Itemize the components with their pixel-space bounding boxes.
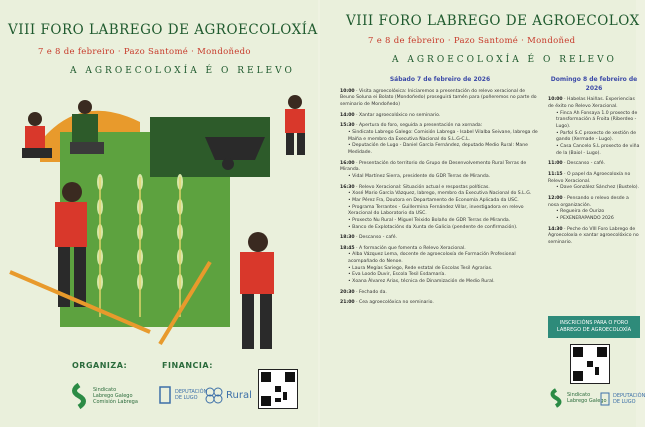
rural-icon: [205, 387, 223, 403]
event-text: A formación que fomenta o Relevo Xeracional.: [359, 245, 466, 251]
program-event: 16:30 · Relevo Xeracional: Situación actual e respostas políticas. • Xosé Mario García Vázquez, labrego, membro da Executiva Nacional do S.L.G. • Mar Pérez Fra, Doutora en Departamento de Economía Aplicada da USC. • Programa Terrantes - Guillermina Fernández Villar, investigadora en relevo Xeracional do Laboratorio da USC. • Proxecto Nu Rural - Miguel Teixido Bolaño de GDR Terras de Miranda. • Banco de Explotacións da Xunta de Galicia (pendente de confirmación).: [340, 185, 540, 232]
saturday-events: [340, 89, 540, 307]
event-time: 18:30: [340, 235, 355, 241]
program-event: 15:30 · Apertura do foro, seguida a presentación na xornada: • Sindicato Labrego Galego: Comisión Labrega - Isabel Vilalba Seivane, labrega de Maíña e membro da Executiva Nacional do S.L.G-C.L. • Deputación de Lugo - Daniel García Fernández, deputado Medio Rural: Mane Medidade.: [340, 123, 540, 156]
event-speaker: • Mar Pérez Fra, Doutora en Departamento de Economía Aplicada da USC.: [348, 198, 540, 205]
event-text: Relevo Xeracional: Situación actual e respostas políticas.: [359, 184, 490, 190]
program-event: 14:30 · Peche do VIII Foro Labrego de Agroecoloxía e xantar agroecolóxico no seminario.: [548, 226, 639, 245]
program-event: 10:00 · Visita agroecolóxica: Iniciaremos a presentación do relevo xeracional de Beuno Soluna ei Bolato (Mondoñedo) proseguirá tamén para (poñeremos no parte do seminario de Mondoñedo): [340, 88, 537, 107]
program-page: [320, 0, 645, 427]
inscription-box[interactable]: [548, 316, 640, 338]
program-deputacion-text: DEPUTACIÓN DE LUGO: [613, 393, 645, 405]
event-time: 18:45: [340, 245, 355, 251]
event-speaker: • Finca Ah Fonsaya 1.0 proxecto de transformación á Froita (Riberdeo - Lugo).: [556, 111, 640, 131]
event-speaker: • Deputación de Lugo - Daniel García Fernández, deputado Medio Rural: Mane Medidade.: [348, 143, 540, 156]
organiza-label: ORGANIZA:: [72, 361, 128, 370]
event-time: 15:30: [340, 123, 355, 129]
sunday-column: [548, 76, 640, 251]
event-time: 11:15: [548, 171, 563, 177]
event-time: 12:00: [548, 195, 563, 201]
event-text: Xantar agroecolóxico no seminario.: [359, 112, 441, 118]
event-speaker: • Programa Terrantes - Guillermina Fernández Villar, investigadora en relevo Xeracional do Laboratorio da USC.: [348, 205, 540, 218]
event-time: 14:00: [340, 112, 355, 118]
event-speaker: • Banco de Explotacións da Xunta de Galicia (pendente de confirmación).: [348, 225, 540, 232]
program-event: 11:15 · O papel da Agroecoloxía no Relevo Xeracional. • Dave González Sánchez (Bustelo).: [548, 172, 640, 192]
event-time: 20:30: [340, 289, 355, 295]
program-dates: 7 e 8 de febreiro · Pazo Santomé · Mondoñed: [368, 36, 576, 46]
poster-motto: A AGROECOLOXÍA É O RELEVO: [70, 66, 295, 76]
event-text: Descanso - café.: [359, 235, 398, 241]
event-text: Fechado da.: [359, 289, 387, 295]
poster-title: VIII FORO LABREGO DE AGROECOLOXÍA: [8, 22, 318, 38]
poster-footer: [0, 355, 318, 427]
event-speaker: • Xosé Mario García Vázquez, labrego, membro da Executiva Nacional do S.L.G.: [348, 191, 540, 198]
sindicato-line1: Sindicato: [93, 387, 117, 393]
event-text: Habelas Haiñas. Experiencias de éxito no Relevo Xeracional.: [548, 97, 635, 110]
event-time: 11:00: [548, 161, 563, 167]
program-title: VIII FORO LABREGO DE AGROECOLOX: [346, 13, 640, 29]
event-speaker: • Regueira de Ourizo: [556, 209, 640, 216]
event-text: Peche do VIII Foro Labrego de Agroecoloxía e xantar agroecolóxico no seminario.: [548, 226, 639, 245]
rural-logo: [205, 387, 252, 403]
sindicato-logo: [68, 383, 138, 409]
program-deputacion-logo: [600, 392, 645, 406]
event-time: 14:30: [548, 226, 563, 232]
farmer-right: [285, 95, 305, 155]
sindicato-line2: Labrego Galego: [93, 393, 133, 399]
financia-label: FINANCIA:: [162, 361, 213, 370]
farm-illustration: [0, 82, 318, 357]
program-event: 16:00 · Presentación do territorio do Grupo de Desenvolvemento Rural Terras de Miranda. • Vidal Martínez Sierra, presidente do GDR Terras de Miranda.: [340, 161, 540, 181]
program-event: 11:00 · Descanso - café.: [548, 161, 606, 167]
program-event: 20:30 · Fechado da.: [340, 289, 387, 295]
event-speaker: • PEXENERAPANDO 2026: [556, 216, 640, 223]
inscription-line1: INSCRICIÓNS PARA O FORO: [559, 320, 629, 326]
event-speaker: • Dave González Sánchez (Bustelo).: [556, 185, 640, 192]
program-event: 10:00 · Habelas Haiñas. Experiencias de éxito no Relevo Xeracional. • Finca Ah Fonsaya 1.0 proxecto de transformación á Froita (Riberdeo - Lugo). • Parfol S.C proxecto de xestión de gando (Xermade - Lugo). • Casa Cancelo S.L proxecto de viña de la (Baiol - Lugo).: [548, 97, 640, 157]
event-time: 16:00: [340, 160, 355, 166]
event-speaker: • Alba Vázquez Lema, docente de agroecoloxía de Formación Profesional acompañado do Nenoe.: [348, 252, 540, 265]
deputacion-logo: [158, 385, 208, 405]
event-text: Presentación do territorio do Grupo de Desenvolvemento Rural Terras de Miranda.: [340, 160, 527, 173]
event-text: O papel da Agroecoloxía no Relevo Xeracional.: [548, 171, 631, 184]
program-sindicato-line2: Labrego Galego: [567, 398, 607, 404]
rural-text: Rural: [226, 389, 252, 401]
program-sindicato-logo: [548, 388, 607, 408]
program-sindicato-icon: [548, 388, 564, 408]
program-sindicato-line1: Sindicato: [567, 392, 591, 398]
inscription-line2: LABREGO DE AGROECOLOXÍA: [556, 327, 632, 333]
event-speaker: • Laura Megías Sariego, Rede estatal de Escolas Tesil Agrarias.: [348, 266, 540, 273]
event-text: Pensando o relevo desde a nosa organización.: [548, 195, 629, 208]
program-event: 18:30 · Descanso - café.: [340, 235, 398, 241]
event-speaker: • Parfol S.C proxecto de xestión de gando (Xermade - Lugo).: [556, 131, 640, 144]
program-deputacion-icon: [600, 392, 610, 406]
event-time: 16:30: [340, 184, 355, 190]
event-speaker: • Sindicato Labrego Galego: Comisión Labrega - Isabel Vilalba Seivane, labrega de Maíña e membro da Executiva Nacional do S.L.G-C.L.: [348, 130, 540, 143]
sindicato-line3: Comisión Labrega: [93, 399, 138, 405]
event-time: 10:00: [340, 88, 355, 94]
sunday-events: [548, 97, 640, 246]
event-speaker: • Eva Loodo Duvir, Escola Tesil Esdamaría.: [348, 272, 540, 279]
poster-dates: 7 e 8 de febreiro · Pazo Santomé · Mondoñedo: [38, 47, 251, 57]
event-text: Descanso - café.: [567, 161, 606, 167]
sindicato-icon: [68, 383, 90, 409]
event-speaker: • Vidal Martínez Sierra, presidente do GDR Terras de Miranda.: [348, 174, 540, 181]
qr-code[interactable]: [258, 369, 298, 409]
program-event: 12:00 · Pensando o relevo desde a nosa organización. • Regueira de Ourizo • PEXENERAPANDO 2026: [548, 196, 640, 223]
event-time: 21:00: [340, 300, 355, 306]
program-qr-code[interactable]: [570, 344, 610, 384]
event-speaker: • Xoana Álvarez Arias, técnica de Dinamización de Medio Rural.: [348, 279, 540, 286]
program-event: 18:45 · A formación que fomenta o Relevo Xeracional. • Alba Vázquez Lema, docente de agroecoloxía de Formación Profesional acompañado do Nenoe. • Laura Megías Sariego, Rede estatal de Escolas Tesil Agrarias. • Eva Loodo Duvir, Escola Tesil Esdamaría. • Xoana Álvarez Arias, técnica de Dinamización de Medio Rural.: [340, 246, 540, 286]
sunday-heading: Domingo 8 de febreiro de 2026: [550, 76, 638, 92]
saturday-heading: Sábado 7 de febreiro de 2026: [389, 76, 491, 83]
program-event: 14:00 · Xantar agroecolóxico no seminario.: [340, 112, 441, 118]
program-event: 21:00 · Cea agroecolóxica no seminario.: [340, 300, 434, 306]
event-text: Cea agroecolóxica no seminario.: [359, 300, 434, 306]
program-motto: A AGROECOLOXÍA É O RELEVO: [392, 55, 617, 65]
deputacion-icon: [158, 385, 172, 405]
event-text: Visita agroecolóxica: Iniciaremos a presentación do relevo xeracional de Beuno Soluna ei Bolato (Mondoñedo) proseguirá tamén para (poñeremos no parte do seminario de Mondoñedo): [340, 88, 537, 107]
event-speaker: • Proxecto Nu Rural - Miguel Teixido Bolaño de GDR Terras de Miranda.: [348, 218, 540, 225]
event-text: Apertura do foro, seguida a presentación na xornada:: [359, 123, 483, 129]
event-speaker: • Casa Cancelo S.L proxecto de viña de la (Baiol - Lugo).: [556, 144, 640, 157]
saturday-column: [340, 76, 540, 311]
poster-page: [0, 0, 318, 427]
event-time: 10:00: [548, 97, 563, 103]
deputacion-text: DEPUTACIÓN DE LUGO: [175, 389, 208, 401]
